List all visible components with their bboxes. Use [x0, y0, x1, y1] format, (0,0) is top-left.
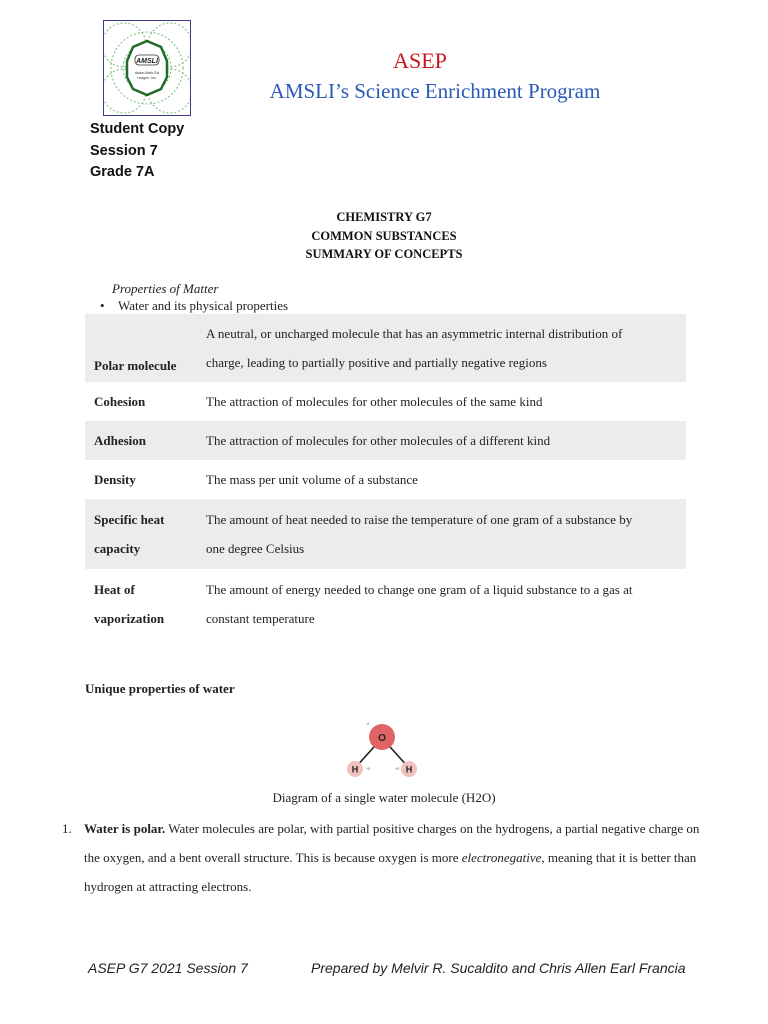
charge-oxygen: -δ: [366, 722, 370, 726]
bullet-text: Water and its physical properties: [118, 298, 289, 313]
definition-line: one degree Celsius: [206, 541, 305, 556]
document-titles: [0, 208, 768, 264]
definition-cell: [206, 569, 686, 639]
amsli-logo-icon: [103, 20, 191, 116]
footer-session: ASEP G7 2021 Session 7: [88, 960, 248, 976]
point-body: [84, 814, 702, 901]
table-row: [85, 314, 686, 382]
footer-authors: Prepared by Melvir R. Sucaldito and Chris Allen Earl Francia: [311, 960, 686, 976]
term-line: vaporization: [94, 611, 165, 626]
table-row: [85, 460, 686, 499]
term-cell: Density: [94, 472, 136, 487]
term-cell: [85, 569, 206, 639]
definition-line: A neutral, or uncharged molecule that has an asymmetric internal distribution of: [206, 326, 623, 341]
copy-type: Student Copy: [90, 121, 185, 137]
definition-line: constant temperature: [206, 611, 315, 626]
grade-level: Grade 7A: [90, 164, 155, 180]
table-row: [85, 421, 686, 460]
unique-properties-heading: Unique properties of water: [85, 681, 235, 696]
logo-subtext-1: Asian-Math-Sci: [134, 71, 160, 75]
point-number: 1.: [62, 821, 72, 836]
emphasized-term: electronegative: [461, 850, 542, 865]
point-lead: Water is polar.: [84, 821, 166, 836]
charge-hydrogen-left: +δ: [366, 767, 370, 771]
term-cell: Polar molecule: [85, 314, 206, 382]
numbered-point: [62, 814, 702, 901]
definition-line: charge, leading to partially positive and partially negative regions: [206, 355, 547, 370]
definition-line: The amount of heat needed to raise the temperature of one gram of a substance by: [206, 512, 633, 527]
definition-cell: The mass per unit volume of a substance: [206, 472, 418, 487]
program-name: AMSLI’s Science Enrichment Program: [269, 79, 601, 103]
term-cell: [85, 499, 206, 569]
topic-title: COMMON SUBSTANCES: [311, 228, 457, 243]
definition-cell: [206, 314, 686, 382]
definition-line: The amount of energy needed to change one gram of a liquid substance to a gas at: [206, 582, 633, 597]
diagram-caption: Diagram of a single water molecule (H2O): [272, 790, 496, 805]
section-label: Properties of Matter: [112, 281, 219, 296]
charge-hydrogen-right: +δ: [395, 767, 399, 771]
bullet-symbol: •: [100, 298, 105, 313]
term-cell: Cohesion: [94, 394, 146, 409]
document-meta: [90, 119, 184, 184]
definition-cell: The attraction of molecules for other molecules of the same kind: [206, 394, 543, 409]
point-text: , meaning that it is better than hydrogen at attracting electrons.: [84, 850, 697, 894]
summary-title: SUMMARY OF CONCEPTS: [305, 247, 463, 261]
logo-text: AMSLI: [136, 58, 158, 65]
logo-subtext-2: League, Inc.: [137, 76, 157, 80]
definition-cell: [206, 499, 686, 569]
point-text: Water molecules are polar, with partial positive charges on the hydrogens, a partial negative charge on the oxygen, and a bent overall structure. This is because oxygen is more: [84, 821, 700, 865]
water-molecule-diagram: [342, 716, 426, 783]
table-row: [85, 499, 686, 569]
properties-table: [85, 314, 686, 639]
hydrogen-label-right: H: [405, 764, 413, 775]
session-number: Session 7: [90, 142, 158, 159]
term-line: Heat of: [94, 582, 135, 597]
table-row: [85, 382, 686, 421]
definition-cell: The attraction of molecules for other molecules of a different kind: [206, 421, 686, 460]
subject-title: CHEMISTRY G7: [336, 210, 432, 224]
term-line: Specific heat: [94, 512, 165, 527]
term-line: capacity: [94, 541, 141, 556]
term-cell: Adhesion: [85, 421, 206, 460]
hydrogen-label-left: H: [351, 764, 359, 775]
program-acronym: ASEP: [393, 48, 447, 73]
bullet-item: [100, 298, 288, 314]
table-row: [85, 569, 686, 639]
oxygen-label: O: [378, 733, 386, 744]
